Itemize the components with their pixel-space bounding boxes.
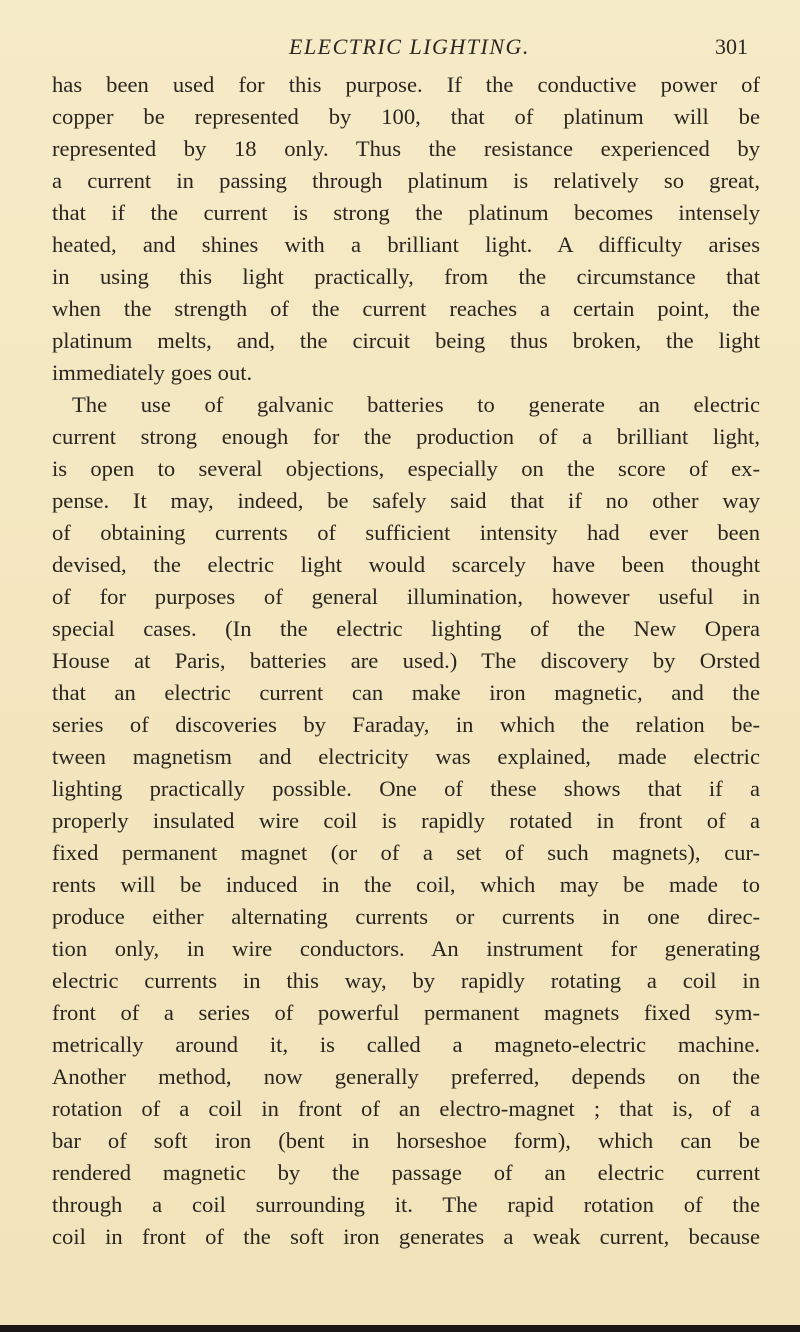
- text-line: platinum melts, and, the circuit being thus broken, the light: [52, 328, 760, 353]
- text-line: copper be represented by 100, that of platinum will be: [52, 104, 760, 129]
- text-line: represented by 18 only. Thus the resistance experienced by: [52, 136, 760, 161]
- text-line: Another method, now generally preferred, depends on the: [52, 1064, 760, 1089]
- text-line: when the strength of the current reaches a certain point, the: [52, 296, 760, 321]
- running-head: [0, 34, 800, 64]
- text-line: that an electric current can make iron magnetic, and the: [52, 680, 760, 705]
- text-line: metrically around it, is called a magneto-electric machine.: [52, 1032, 760, 1057]
- text-line: tion only, in wire conductors. An instrument for generating: [52, 936, 760, 961]
- text-line: tween magnetism and electricity was explained, made electric: [52, 744, 760, 769]
- page-number: 301: [715, 34, 748, 59]
- text-line: that if the current is strong the platinum becomes intensely: [52, 200, 760, 225]
- text-line: lighting practically possible. One of these shows that if a: [52, 776, 760, 801]
- paragraph-2: [52, 389, 760, 1253]
- text-line: immediately goes out.: [52, 360, 253, 385]
- text-line: pense. It may, indeed, be safely said that if no other way: [52, 488, 760, 513]
- text-line: is open to several objections, especially on the score of ex-: [52, 456, 760, 481]
- text-line: House at Paris, batteries are used.) The discovery by Orsted: [52, 648, 760, 673]
- text-line: produce either alternating currents or currents in one direc-: [52, 904, 760, 929]
- running-title: ELECTRIC LIGHTING.: [289, 34, 530, 59]
- text-line: rotation of a coil in front of an electro-magnet ; that is, of a: [52, 1096, 760, 1121]
- text-line: electric currents in this way, by rapidly rotating a coil in: [52, 968, 760, 993]
- text-line: current strong enough for the production of a brilliant light,: [52, 424, 760, 449]
- text-line: fixed permanent magnet (or of a set of such magnets), cur-: [52, 840, 760, 865]
- text-line: coil in front of the soft iron generates a weak current, because: [52, 1224, 760, 1249]
- text-line: rents will be induced in the coil, which may be made to: [52, 872, 760, 897]
- text-line: a current in passing through platinum is relatively so great,: [52, 168, 760, 193]
- text-line: of obtaining currents of sufficient intensity had ever been: [52, 520, 760, 545]
- text-line: of for purposes of general illumination, however useful in: [52, 584, 760, 609]
- text-line: special cases. (In the electric lighting of the New Opera: [52, 616, 760, 641]
- text-line: series of discoveries by Faraday, in which the relation be-: [52, 712, 760, 737]
- text-line: bar of soft iron (bent in horseshoe form), which can be: [52, 1128, 760, 1153]
- paragraph-1: [52, 69, 760, 389]
- text-line: through a coil surrounding it. The rapid rotation of the: [52, 1192, 760, 1217]
- text-line: rendered magnetic by the passage of an electric current: [52, 1160, 760, 1185]
- text-line: The use of galvanic batteries to generate an electric: [72, 392, 760, 417]
- text-line: devised, the electric light would scarcely have been thought: [52, 552, 760, 577]
- body-text: [52, 69, 760, 1253]
- text-line: in using this light practically, from the circumstance that: [52, 264, 760, 289]
- text-line: has been used for this purpose. If the conductive power of: [52, 72, 760, 97]
- text-line: heated, and shines with a brilliant light. A difficulty arises: [52, 232, 760, 257]
- text-line: front of a series of powerful permanent magnets fixed sym-: [52, 1000, 760, 1025]
- scan-edge-rule: [0, 1325, 800, 1332]
- text-line: properly insulated wire coil is rapidly rotated in front of a: [52, 808, 760, 833]
